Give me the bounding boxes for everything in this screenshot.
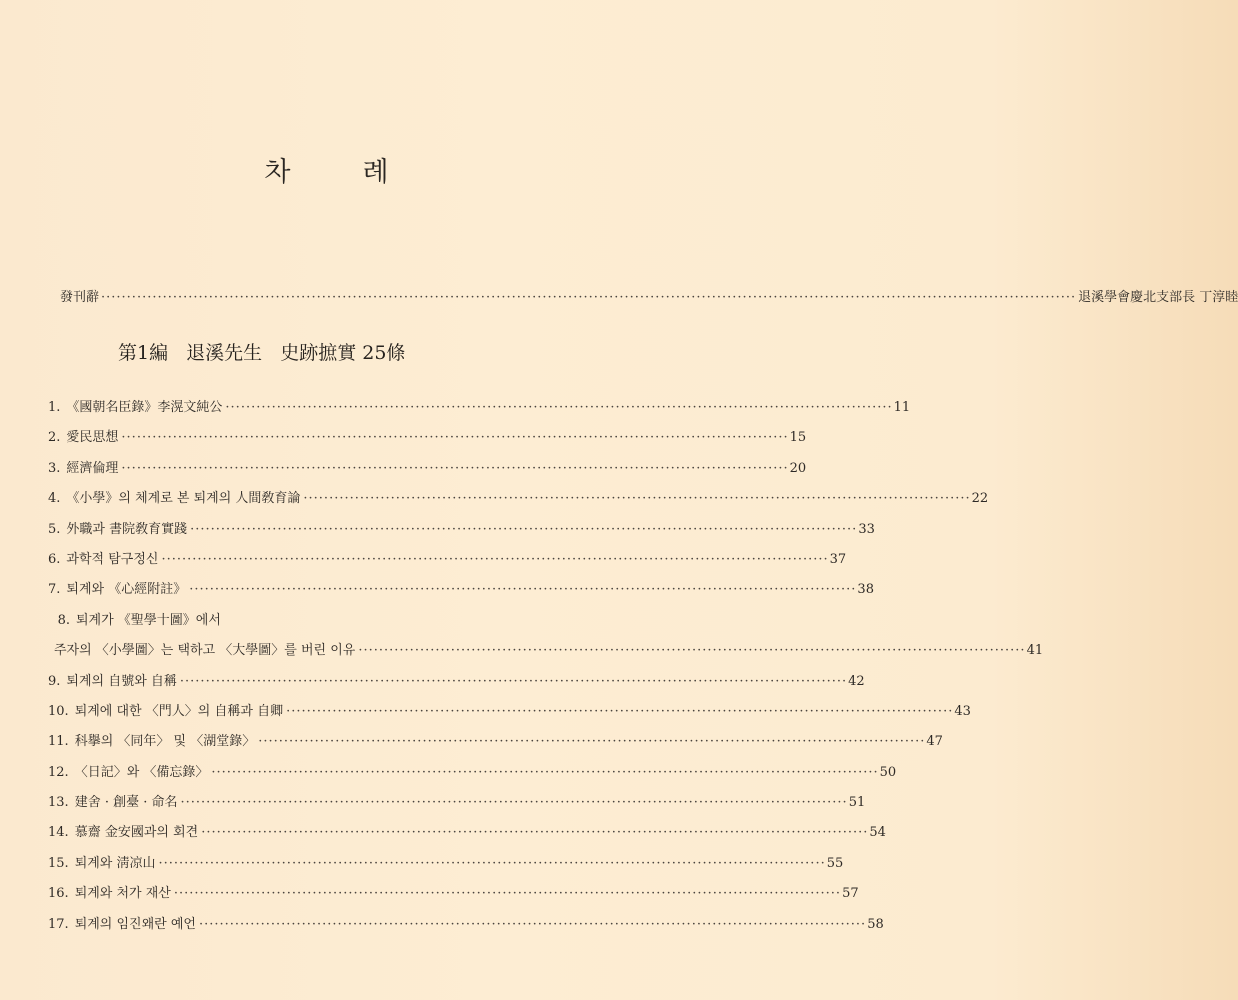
toc-entry[interactable] — [48, 487, 989, 517]
entry-title: 퇴계의 임진왜란 예언 — [74, 916, 196, 932]
entry-number: 7. — [48, 582, 61, 598]
entry-title: 《國朝名臣錄》李滉文純公 — [66, 400, 223, 415]
entry-title: 愛民思想 — [66, 430, 119, 446]
toc-entry[interactable] — [48, 639, 1044, 669]
entry-title: 퇴계의 自號와 自稱 — [66, 673, 177, 689]
entry-number: 16. — [48, 886, 69, 902]
entry-title: 주자의 〈小學圖〉는 택하고 〈大學圖〉를 버린 이유 — [54, 643, 356, 659]
preface-label: 發刊辭 — [60, 290, 100, 305]
toc-entry[interactable] — [48, 578, 874, 608]
entry-title: 科擧의 〈同年〉 및 〈湖堂錄〉 — [74, 734, 256, 750]
toc-entry[interactable] — [48, 821, 886, 851]
dot-leader — [303, 491, 970, 506]
toc-entry[interactable] — [48, 670, 865, 700]
entry-number: 3. — [48, 460, 61, 476]
title-char-1: 차 — [264, 157, 291, 188]
entry-page: 15 — [789, 430, 807, 446]
dot-leader — [189, 582, 856, 597]
page-title — [0, 150, 653, 189]
toc-entry[interactable] — [48, 426, 807, 456]
toc-entry[interactable] — [48, 396, 911, 426]
entry-page: 11 — [893, 400, 911, 415]
entry-title: 〈日記〉와 〈備忘錄〉 — [74, 764, 209, 780]
entry-title: 經濟倫理 — [66, 460, 119, 476]
entry-title: 慕齋 金安國과의 회견 — [74, 825, 199, 841]
toc-entry[interactable] — [48, 913, 884, 943]
entry-page: 54 — [869, 825, 886, 841]
toc-entry[interactable] — [48, 791, 866, 821]
entry-title: 퇴계와 《心經附註》 — [66, 582, 187, 598]
toc-entry[interactable] — [48, 700, 971, 730]
entry-number: 11. — [48, 734, 69, 750]
dot-leader — [190, 522, 857, 537]
dot-leader — [211, 765, 878, 780]
toc-entry[interactable] — [48, 882, 859, 912]
dot-leader — [121, 430, 788, 445]
entry-page: 50 — [879, 764, 897, 780]
part-number: 第1編 — [118, 342, 169, 364]
dot-leader — [225, 400, 892, 415]
entry-title: 퇴계에 대한 〈門人〉의 自稱과 自卿 — [74, 703, 284, 719]
entry-title: 퇴계와 처가 재산 — [74, 886, 171, 902]
entry-page: 38 — [857, 582, 874, 598]
entry-number: 9. — [48, 673, 61, 689]
dot-leader — [180, 674, 847, 689]
dot-leader — [159, 856, 826, 871]
entry-number: 6. — [48, 551, 61, 567]
entry-number: 4. — [48, 491, 61, 507]
entry-number: 1. — [48, 400, 61, 415]
entry-title: 퇴계가 《聖學十圖》에서 — [76, 612, 221, 628]
entry-number: 10. — [48, 703, 69, 719]
entry-page: 22 — [971, 491, 989, 507]
dot-leader — [199, 917, 866, 932]
entry-page: 41 — [1026, 643, 1044, 659]
entry-number: 8. — [57, 612, 70, 628]
dot-leader: ····· ···························································· — [101, 290, 1076, 305]
entry-page: 37 — [829, 551, 847, 567]
toc-entry[interactable] — [48, 761, 897, 791]
dot-leader — [161, 552, 828, 567]
toc-entry[interactable] — [48, 518, 875, 548]
toc-entry[interactable] — [48, 852, 844, 882]
entry-page: 51 — [848, 795, 866, 811]
entry-title: 《小學》의 체계로 본 퇴계의 人間敎育論 — [66, 491, 301, 507]
dot-leader — [174, 886, 841, 901]
entry-page: 57 — [842, 886, 859, 902]
entry-title: 퇴계와 淸凉山 — [74, 855, 156, 871]
preface-entry[interactable] — [60, 286, 1238, 305]
entry-page: 20 — [789, 460, 807, 476]
dot-leader — [121, 461, 788, 476]
entry-title: 外職과 書院敎育實踐 — [66, 521, 188, 537]
part-name: 退溪先生 — [186, 342, 263, 364]
entry-title: 建舍 · 創臺 · 命名 — [74, 795, 178, 811]
entry-page: 47 — [926, 734, 943, 750]
dot-leader — [201, 825, 868, 840]
title-char-2: 례 — [362, 157, 389, 188]
toc-entry[interactable] — [48, 548, 847, 578]
part-subtitle: 史跡摭實 25條 — [280, 342, 406, 364]
entry-number: 5. — [48, 521, 61, 537]
dot-leader — [358, 643, 1025, 658]
entry-number: 13. — [48, 795, 69, 811]
entry-number: 17. — [48, 916, 69, 932]
dot-leader — [258, 734, 925, 749]
preface-author: 退溪學會慶北支部長 丁淳睦 — [1078, 290, 1238, 305]
entry-number: 14. — [48, 825, 69, 841]
entry-number: 12. — [48, 764, 69, 780]
entry-page: 55 — [826, 855, 844, 871]
toc-entry[interactable] — [48, 730, 943, 760]
part-heading — [118, 338, 417, 365]
entry-number: 2. — [48, 430, 61, 446]
entry-page: 43 — [954, 703, 971, 719]
entry-title: 과학적 탐구정신 — [66, 551, 159, 567]
entry-number: 15. — [48, 855, 69, 871]
entry-page: 58 — [867, 916, 884, 932]
entry-page: 33 — [858, 521, 875, 537]
dot-leader — [180, 795, 847, 810]
toc-entry[interactable] — [48, 457, 807, 487]
entry-page: 42 — [848, 673, 865, 689]
dot-leader — [286, 704, 953, 719]
toc-entry[interactable] — [48, 609, 550, 639]
table-of-contents — [48, 396, 1044, 943]
